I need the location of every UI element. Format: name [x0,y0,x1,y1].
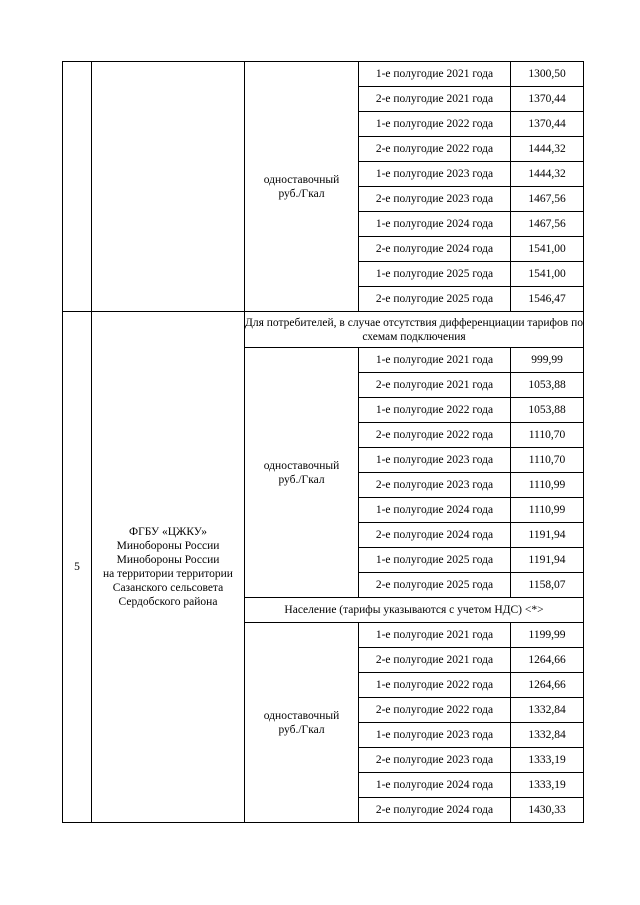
period-label: 1-е полугодие 2021 года [375,354,494,366]
period-cell [359,798,511,823]
tariff-value: 1110,99 [528,479,566,491]
period-cell [359,623,511,648]
section-header: Для потребителей, в случае отсутствия дифференциации тарифов по схемам подключения [245,316,583,343]
tariff-value: 1541,00 [528,243,566,255]
row-number-cell [63,62,92,312]
period-cell [359,373,511,398]
tariff-type-cell [245,348,359,598]
value-cell [511,798,584,823]
tariff-value: 1053,88 [528,379,566,391]
tariff-value: 1444,32 [528,168,566,180]
table-row [63,62,584,87]
period-cell [359,137,511,162]
period-cell [359,448,511,473]
value-cell [511,748,584,773]
value-cell [511,448,584,473]
period-cell [359,473,511,498]
row-number: 5 [74,561,80,573]
period-cell [359,423,511,448]
tariff-type-cell [245,623,359,823]
period-label: 2-е полугодие 2021 года [375,654,494,666]
tariff-value: 1264,66 [528,679,566,691]
period-label: 2-е полугодие 2022 года [375,704,494,716]
period-label: 1-е полугодие 2025 года [375,554,494,566]
period-cell [359,698,511,723]
period-label: 1-е полугодие 2022 года [375,118,494,130]
value-cell [511,523,584,548]
value-cell [511,87,584,112]
tariff-value: 1191,94 [528,529,566,541]
tariff-value: 1467,56 [528,193,566,205]
period-label: 1-е полугодие 2023 года [375,454,494,466]
value-cell [511,287,584,312]
tariff-table [62,61,584,823]
period-cell [359,348,511,373]
tariff-value: 1300,50 [528,68,566,80]
tariff-value: 1110,99 [528,504,566,516]
tariff-value: 1110,70 [528,429,566,441]
organization-cell [92,312,245,823]
value-cell [511,162,584,187]
section-header-cell [245,312,584,348]
value-cell [511,212,584,237]
period-label: 1-е полугодие 2022 года [375,404,494,416]
period-cell [359,573,511,598]
period-cell [359,262,511,287]
period-label: 1-е полугодие 2021 года [375,68,494,80]
value-cell [511,498,584,523]
section-header-cell [245,598,584,623]
period-label: 2-е полугодие 2023 года [375,479,494,491]
tariff-value: 1430,33 [528,804,566,816]
period-label: 1-е полугодие 2023 года [375,729,494,741]
period-label: 2-е полугодие 2021 года [375,379,494,391]
period-cell [359,548,511,573]
value-cell [511,673,584,698]
value-cell [511,398,584,423]
period-label: 2-е полугодие 2022 года [375,143,494,155]
period-cell [359,87,511,112]
tariff-value: 1333,19 [528,754,566,766]
period-label: 1-е полугодие 2025 года [375,268,494,280]
value-cell [511,723,584,748]
period-label: 2-е полугодие 2025 года [375,579,494,591]
value-cell [511,62,584,87]
period-label: 2-е полугодие 2024 года [375,804,494,816]
tariff-value: 1264,66 [528,654,566,666]
tariff-value: 1333,19 [528,779,566,791]
period-cell [359,162,511,187]
period-cell [359,112,511,137]
period-label: 1-е полугодие 2024 года [375,504,494,516]
tariff-type-cell [245,62,359,312]
period-label: 2-е полугодие 2024 года [375,529,494,541]
value-cell [511,648,584,673]
period-label: 2-е полугодие 2024 года [375,243,494,255]
tariff-value: 999,99 [531,354,563,366]
tariff-value: 1053,88 [528,404,566,416]
period-cell [359,523,511,548]
period-label: 2-е полугодие 2022 года [375,429,494,441]
tariff-value: 1370,44 [528,118,566,130]
value-cell [511,473,584,498]
period-cell [359,287,511,312]
value-cell [511,698,584,723]
tariff-value: 1191,94 [528,554,566,566]
value-cell [511,187,584,212]
period-label: 2-е полугодие 2023 года [375,193,494,205]
tariff-value: 1541,00 [528,268,566,280]
period-cell [359,237,511,262]
period-cell [359,773,511,798]
section-header-row [63,312,584,348]
value-cell [511,573,584,598]
tariff-value: 1332,84 [528,704,566,716]
period-cell [359,648,511,673]
tariff-table-body [63,62,584,823]
value-cell [511,137,584,162]
value-cell [511,373,584,398]
tariff-value: 1467,56 [528,218,566,230]
period-label: 1-е полугодие 2024 года [375,779,494,791]
period-label: 1-е полугодие 2024 года [375,218,494,230]
value-cell [511,237,584,262]
organization-name: ФГБУ «ЦЖКУ» Минобороны России Минобороны России на территории территории Сазанского сельсовета Сердобского района [103,526,233,608]
period-cell [359,498,511,523]
tariff-value: 1199,99 [528,629,566,641]
value-cell [511,548,584,573]
tariff-type: одноставочный руб./Гкал [263,709,340,736]
tariff-value: 1444,32 [528,143,566,155]
period-label: 1-е полугодие 2023 года [375,168,494,180]
row-number-cell [63,312,92,823]
tariff-value: 1546,47 [528,293,566,305]
period-cell [359,398,511,423]
period-label: 2-е полугодие 2021 года [375,93,494,105]
period-cell [359,212,511,237]
value-cell [511,262,584,287]
period-label: 2-е полугодие 2023 года [375,754,494,766]
tariff-value: 1158,07 [528,579,566,591]
period-label: 1-е полугодие 2022 года [375,679,494,691]
value-cell [511,773,584,798]
tariff-value: 1332,84 [528,729,566,741]
tariff-type: одноставочный руб./Гкал [263,459,340,486]
tariff-value: 1370,44 [528,93,566,105]
section-header: Население (тарифы указываются с учетом НДС) <*> [284,604,544,616]
period-cell [359,723,511,748]
value-cell [511,623,584,648]
value-cell [511,348,584,373]
period-label: 2-е полугодие 2025 года [375,293,494,305]
value-cell [511,423,584,448]
period-cell [359,748,511,773]
organization-cell [92,62,245,312]
period-cell [359,187,511,212]
period-cell [359,62,511,87]
value-cell [511,112,584,137]
period-cell [359,673,511,698]
period-label: 1-е полугодие 2021 года [375,629,494,641]
tariff-type: одноставочный руб./Гкал [263,173,340,200]
tariff-value: 1110,70 [528,454,566,466]
